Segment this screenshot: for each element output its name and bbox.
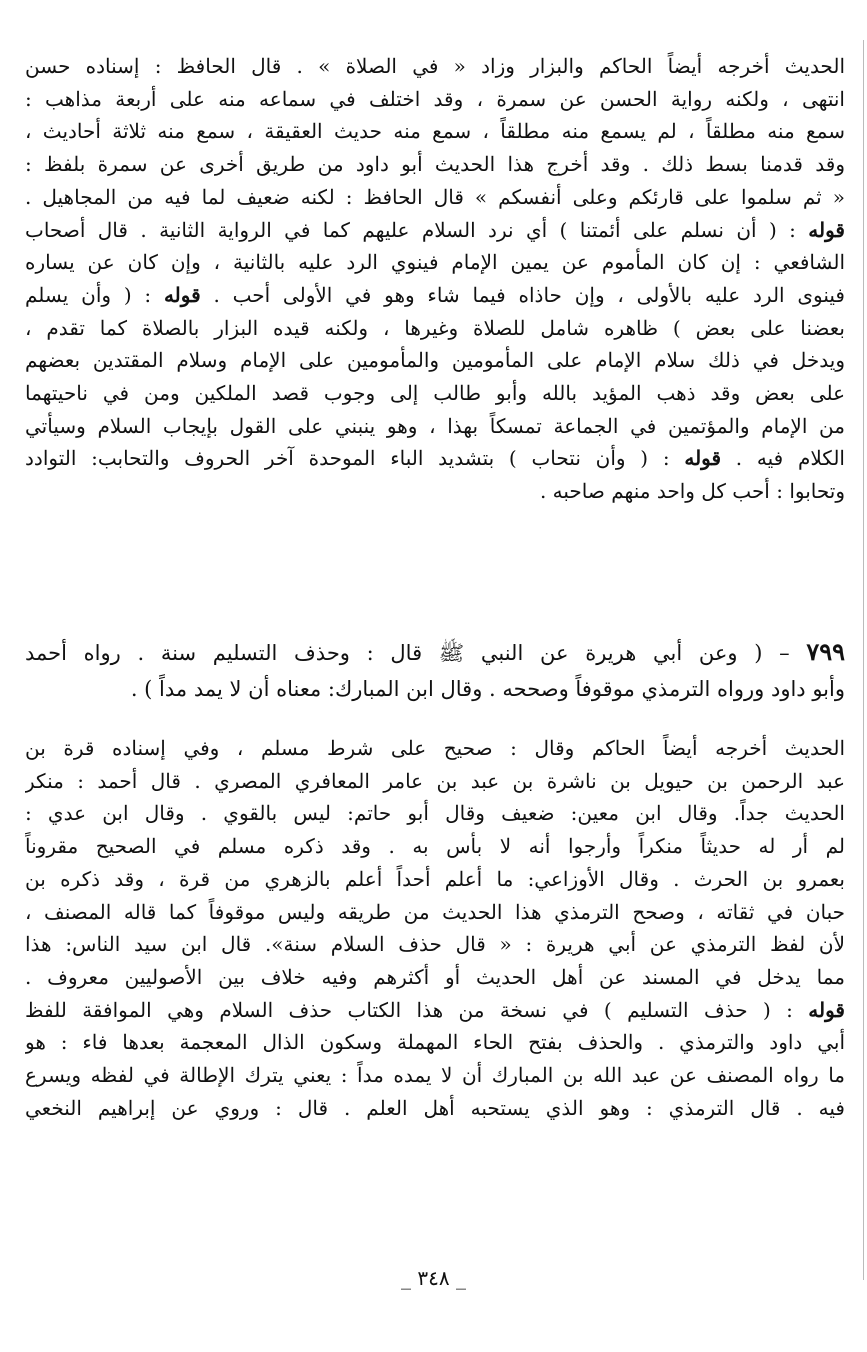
text-line: « ثم سلموا على قارئكم وعلى أنفسكم » قال الحافظ : لكنه ضعيف لما فيه من المجاهيل .	[25, 184, 845, 209]
text-line: سمع منه مطلقاً ، لم يسمع منه مطلقاً ، سمع منه حديث العقيقة ، سمع منه ثلاثة أحاديث ،	[25, 119, 845, 144]
text-line: الحديث أخرجه أيضاً الحاكم والبزار وزاد « في الصلاة » . قال الحافظ : إسناده حسن	[25, 54, 845, 78]
text-line: لأن لفظ الترمذي عن أبي هريرة : « قال حذف السلام سنة». قال ابن سيد الناس: هذا	[25, 932, 845, 957]
keyword-qawluhu: قوله	[808, 217, 845, 242]
text-line: حبان في ثقاته ، وصحح الترمذي هذا الحديث من طريقه وليس موقوفاً كما قاله المصنف ،	[25, 899, 845, 924]
text-line: لم أر له حديثاً منكراً وأرجوا أنه لا بأس به . وقد ذكره مسلم في الصحيح مقروناً	[25, 834, 845, 859]
text-line: قوله : ( أن نسلم على أئمتنا ) أي نرد السلام عليهم كما في الرواية الثانية . قال أصحاب	[25, 217, 845, 242]
hadith-line: وأبو داود ورواه الترمذي موقوفاً وصححه . وقال ابن المبارك: معناه أن لا يمد مداً ) .	[130, 677, 845, 701]
text-line: بعمرو بن الحرث . وقال الأوزاعي: ما أعلم أحداً أعلم بالزهري من قرة ، وقد ذكره بن	[25, 866, 845, 891]
text-line: الكلام فيه . قوله : ( وأن نتحاب ) بتشديد الباء الموحدة آخر الحروف والتحابب: التوادد	[25, 446, 845, 471]
text-line: فيه . قال الترمذي : وهو الذي يستحبه أهل العلم . قال : وروي عن إبراهيم النخعي	[25, 1095, 845, 1120]
text-line: بعضنا على بعض ) ظاهره شامل للصلاة وغيرها ، ولكنه قيده البزار بالصلاة كما تقدم ،	[25, 315, 845, 340]
commentary-section-2	[25, 732, 845, 1124]
text-line: الحديث أخرجه أيضاً الحاكم وقال : صحيح على شرط مسلم ، وفي إسناده قرة بن	[25, 736, 845, 760]
text-line: عبد الرحمن بن حيويل بن ناشرة بن عبد بن عامر المعافري المصري . قال أحمد : منكر	[25, 768, 845, 793]
text-line: انتهى ، ولكنه رواية الحسن عن سمرة ، وقد اختلف في سماعه منه على أربعة مذاهب :	[25, 86, 845, 111]
hadith-text	[25, 634, 845, 707]
hadith-line	[25, 634, 845, 671]
keyword-qawluhu: قوله	[163, 282, 201, 307]
hadith-line-text: – ( وعن أبي هريرة عن النبي ﷺ قال : وحذف التسليم سنة . رواه أحمد	[25, 641, 790, 665]
text-line: الشافعي : إن كان المأموم عن يمين الإمام فينوي الرد عليه بالثانية ، وإن كان عن يساره	[25, 250, 845, 275]
commentary-section-1	[25, 50, 845, 508]
hadith-number: ٧٩٩	[806, 637, 845, 666]
text-line: الحديث جداً. وقال ابن معين: ضعيف وقال أبو حاتم: ليس بالقوي . وقال ابن عدي :	[25, 801, 845, 826]
keyword-qawluhu: قوله	[684, 446, 722, 471]
text-line: ويدخل في ذلك سلام الإمام على المأمومين والمأمومين على الإمام وسلام المقتدين بعضهم	[25, 348, 845, 373]
keyword-qawluhu: قوله	[808, 997, 845, 1022]
text-line: ما رواه المصنف عن عبد الله بن المبارك أن لا يمده مداً : يعني يترك الإطالة في لفظه ويسرع	[25, 1063, 845, 1088]
text-line: من الإمام والمؤتمين في الجماعة تمسكاً بهذا ، وهو ينبني على القول بإيجاب السلام وسيأتي	[25, 413, 845, 438]
text-line: مما يدخل في المسند عن أهل الحديث أو أكثرهم وفيه خلاف بين الأصوليين معروف .	[25, 964, 845, 989]
page-edge-divider	[863, 40, 864, 1280]
text-line: وتحابوا : أحب كل واحد منهم صاحبه .	[539, 479, 845, 504]
text-line: قوله : ( حذف التسليم ) في نسخة من هذا الكتاب حذف السلام وهي الموافقة للفظ	[25, 997, 845, 1022]
text-line: على بعض وقد ذهب المؤيد بالله وأبو طالب إلى وجوب قصد الملكين ومن في ناحيتهما	[25, 381, 845, 406]
page-number: _ ٣٤٨ _	[401, 1266, 466, 1290]
text-line: أبي داود والترمذي . والحذف بفتح الحاء المهملة وسكون الذال المعجمة بعدها فاء : هو	[25, 1030, 845, 1055]
text-line: وقد قدمنا بسط ذلك . وقد أخرج هذا الحديث أبو داود من طريق أخرى عن سمرة بلفظ :	[25, 152, 845, 177]
text-line: فينوى الرد عليه بالأولى ، وإن حاذاه فيما شاء وهو في الأولى أحب . قوله : ( وأن يسلم	[25, 282, 845, 307]
